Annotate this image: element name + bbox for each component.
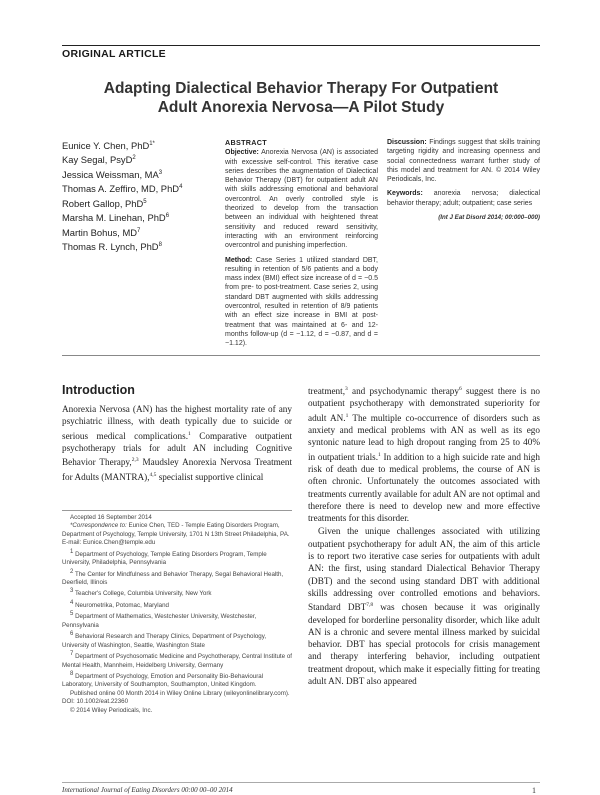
affiliation: $^3$ Teacher's College, Columbia University, New York [70, 588, 212, 598]
copyright: © 2014 Wiley Periodicals, Inc. [70, 706, 153, 714]
abstract-objective: Objective: Anorexia Nervosa (AN) is associated with excessive self-control. This iterative case series describes the augmentation of Dialectical Behavior Therapy (DBT) for outpatient adult AN with skills addressing emotional and behavioral overcontrol. An overly controlled style is theorized to develop from the transaction between an individual with heightened threat sensitivity and reduced reward sensitivity, interacting with an environment reinforcing overcontrol and punishing imperfection. [225, 149, 378, 250]
title-line-1: Adapting Dialectical Behavior Therapy For Outpatient [103, 80, 499, 97]
section-divider [62, 355, 540, 356]
author: Martin Bohus, $MD^7$ [62, 226, 141, 238]
author: Kay Segal, PsyD$^2$ [62, 154, 136, 166]
abstract-column-1 [225, 138, 378, 354]
abstract-discussion: Discussion: Findings suggest that skills training targeting rigidity and increasing openness and social connectedness warrant further study of this model and treatment for AN. © 2014 Wiley Periodicals, Inc. [387, 139, 540, 184]
footnotes [62, 514, 292, 715]
journal-footer: International Journal of Eating Disorders 00:00 00–00 2014 [62, 786, 233, 794]
page-number: 1 [532, 786, 536, 795]
footnote-rule [62, 510, 292, 511]
top-rule [62, 45, 540, 46]
affiliation: $^6$ Behavioral Research and Therapy Clinics, Department of Psychology, University of Washington, Seattle, Washington State [62, 631, 267, 649]
abstract-keywords: Keywords: anorexia nervosa; dialectical behavior therapy; adult; outpatient; case series [387, 190, 540, 207]
affiliation: $^4$ Neurometrika, Potomac, Maryland [70, 599, 169, 609]
citation: (Int J Eat Disord 2014; 00:000–000) [438, 214, 540, 222]
affiliation: $^1$ Department of Psychology, Temple Eating Disorders Program, Temple University, Philadelphia, Pennsylvania [62, 548, 267, 567]
accepted-date: Accepted 16 September 2014 [70, 514, 152, 521]
abstract-column-2 [387, 138, 540, 222]
abstract-heading: ABSTRACT [225, 138, 267, 147]
author: Eunice Y. Chen, PhD$^{1*}$ [62, 140, 155, 152]
author: Thomas A. Zeffiro, MD, PhD$^4$ [62, 183, 183, 195]
title-line-2: Adult Anorexia Nervosa—A Pilot Study [157, 98, 445, 116]
author: Thomas R. Lynch, PhD$^8$ [62, 241, 162, 253]
published-online: Published online 00 Month 2014 in Wiley Online Library (wileyonlinelibrary.com). DOI: 10.1002/eat.22360 [62, 689, 290, 706]
footer-rule [62, 782, 540, 783]
affiliation: $^7$ Department of Psychosomatic Medicine and Psychotherapy, Central Institute of Mental Health, Mannheim, Heidelberg University, Germany [62, 651, 292, 669]
intro-left-column [62, 403, 292, 483]
introduction-heading: Introduction [62, 383, 135, 397]
intro-paragraph: Given the unique challenges associated with utilizing outpatient psychotherapy for adult AN, the aim of this article is to report two iterative case series for outpatients with adult AN: the first, using standard Dialectical Behavior Therapy (DBT) and the second using standard DBT with additional skills addressing over controlled emotions and behaviors. Standard DBT$^{7,8}$ was chosen because it was originally developed for borderline personality disorder, which like adult AN is a chronic and severe mental illness marked by suicidal behavior. DBT has special protocols for crisis management and therapy interfering behavior, including outpatient treatment dropout, which make it especially fitting for treating adult AN. DBT also appeared [308, 526, 540, 687]
affiliation: $^8$ Department of Psychology, Emotion and Personality Bio-Behavioural Laboratory, University of Southampton, Southampton, United Kingdom. [62, 670, 264, 689]
intro-paragraph: Anorexia Nervosa (AN) has the highest mortality rate of any psychiatric illness, with death typically due to suicide or serious medical complications.$^1$ Comparative outpatient psychotherapy trials for adult AN including Cognitive Behavior Therapy,$^{2,3}$ Maudsley Anorexia Nervosa Treatment for Adults (MANTRA),$^{4,5}$ specialist supportive clinical [62, 404, 292, 482]
article-title [62, 80, 540, 117]
author-list [62, 138, 212, 253]
section-label: ORIGINAL ARTICLE [62, 48, 166, 60]
intro-right-column [308, 383, 540, 687]
affiliation: $^5$ Department of Mathematics, Westchester University, Westchester, Pennsylvania [62, 611, 257, 629]
abstract-method: Method: Case Series 1 utilized standard DBT, resulting in retention of 5/6 patients and a body mass index (BMI) effect size increase of d = −0.5 from pre- to post-treatment. Case series 2, using standard DBT augmented with skills addressing overcontrol, resulted in retention of 8/9 patients with an effect size increase in BMI at post-treatment that was maintained at 6- and 12-months follow-up (d = −1.12, d = −0.87, and d = −1.12). [225, 256, 379, 348]
correspondence: *Correspondence to: Eunice Chen, TED - Temple Eating Disorders Program, Department of Psychology, Temple University, 1701 N 13th Street Philadelphia, PA. E-mail: Eunice.Chen@temple.edu [62, 522, 290, 547]
author: Jessica Weissman, $MA^3$ [62, 168, 163, 180]
intro-paragraph: treatment,$^3$ and psychodynamic therapy$^6$ suggest there is no outpatient psychotherapy with demonstrated superiority for adult AN.$^1$ The multiple co-occurrence of disorders such as anxiety and medical problems with AN as well as its ego syntonic nature lead to high dropout ranging from 25 to 40% in outpatient trials.$^1$ In addition to a high suicide rate and high risk of death due to medical problems, the course of AN is often chronic. Unfortunately the outcomes associated with treatments currently available for adult AN are not optimal and therefore there is need to develop new and more effective treatments for this disorder. [308, 386, 540, 524]
author: Robert Gallop, PhD$^5$ [62, 197, 147, 209]
author: Marsha M. Linehan, PhD$^6$ [62, 212, 170, 224]
affiliation: $^2$ The Center for Mindfulness and Behavior Therapy, Segal Behavioral Health, Deerfield, Illinois [62, 568, 284, 586]
